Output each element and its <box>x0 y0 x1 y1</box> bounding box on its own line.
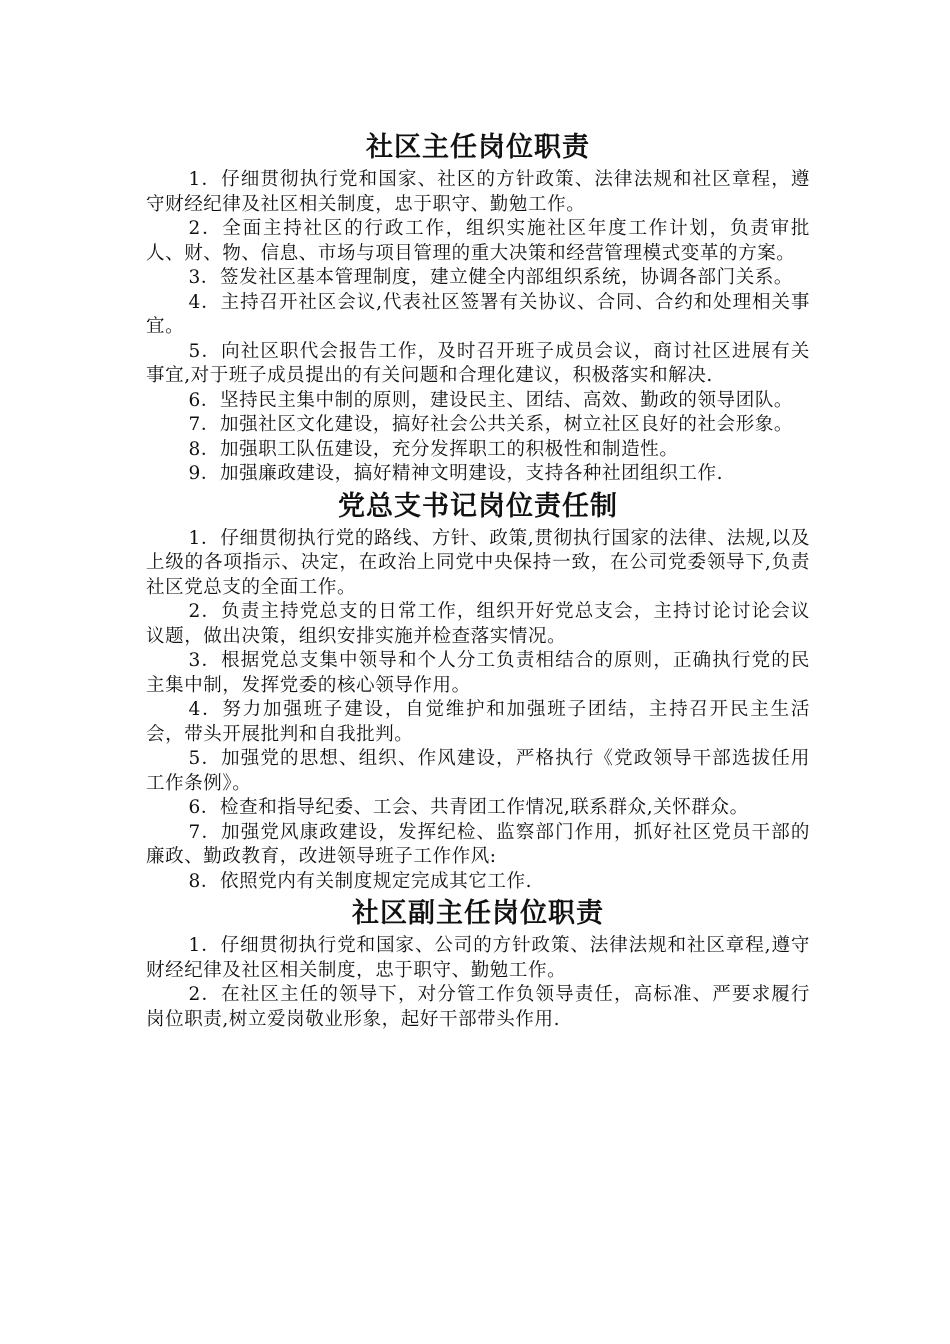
secretary-duty-8: 8．依照党内有关制度规定完成其它工作. <box>188 870 533 892</box>
secretary-duty-1: 1．仔细贯彻执行党的路线、方针、政策,贯彻执行国家的法律、法规,以及上级的各项指示、决定，在政治上同党中央保持一致，在公司党委领导下,负责社区党总支的全面工作。 <box>146 527 810 598</box>
director-duty-1: 1．仔细贯彻执行党和国家、社区的方针政策、法律法规和社区章程，遵守财经纪律及社区相关制度，忠于职守、勤勉工作。 <box>146 169 810 215</box>
director-duty-3: 3．签发社区基本管理制度，建立健全内部组织系统，协调各部门关系。 <box>188 267 794 288</box>
deputy-duty-2: 2．在社区主任的领导下，对分管工作负领导责任，高标准、严要求履行岗位职责,树立爱岗敬业形象，起好干部带头作用. <box>146 984 810 1030</box>
secretary-duty-3: 3．根据党总支集中领导和个人分工负责相结合的原则，正确执行党的民主集中制，发挥党委的核心领导作用。 <box>146 650 810 696</box>
secretary-duty-2: 2．负责主持党总支的日常工作，组织开好党总支会，主持讨论讨论会议议题，做出决策，组织安排实施并检查落实情况。 <box>146 601 810 647</box>
document-page <box>146 128 810 1032</box>
director-duty-7: 7．加强社区文化建设，搞好社会公共关系，树立社区良好的社会形象。 <box>188 414 794 435</box>
section-title-deputy-director: 社区副主任岗位职责 <box>352 898 604 929</box>
secretary-duty-4: 4．努力加强班子建设，自觉维护和加强班子团结，主持召开民主生活会，带头开展批判和自我批判。 <box>146 699 810 745</box>
deputy-duty-1: 1．仔细贯彻执行党和国家、公司的方针政策、法律法规和社区章程,遵守财经纪律及社区相关制度，忠于职守、勤勉工作。 <box>146 935 810 981</box>
director-duty-8: 8．加强职工队伍建设，充分发挥职工的积极性和制造性。 <box>188 438 679 460</box>
section-title-party-secretary: 党总支书记岗位责任制 <box>338 490 618 522</box>
director-duty-2: 2．全面主持社区的行政工作，组织实施社区年度工作计划，负责审批人、财、物、信息、市场与项目管理的重大决策和经营管理模式变革的方案。 <box>146 218 810 264</box>
director-duty-5: 5．向社区职代会报告工作，及时召开班子成员会议，商讨社区进展有关事宜,对于班子成员提出的有关问题和合理化建议，积极落实和解决. <box>146 340 810 386</box>
section-title-director: 社区主任岗位职责 <box>366 132 590 163</box>
director-duty-4: 4．主持召开社区会议,代表社区签署有关协议、合同、合约和处理相关事宜。 <box>146 291 810 337</box>
secretary-duty-7: 7．加强党风康政建设，发挥纪检、监察部门作用，抓好社区党员干部的廉政、勤政教育，改进领导班子工作作风: <box>146 821 810 867</box>
secretary-duty-5: 5．加强党的思想、组织、作风建设，严格执行《党政领导干部选拔任用工作条例》。 <box>146 748 810 794</box>
director-duty-6: 6．坚持民主集中制的原则，建设民主、团结、高效、勤政的领导团队。 <box>188 389 794 411</box>
secretary-duty-6: 6．检查和指导纪委、工会、共青团工作情况,联系群众,关怀群众。 <box>188 797 749 818</box>
director-duty-9: 9．加强廉政建设，搞好精神文明建设，支持各种社团组织工作. <box>188 463 724 484</box>
